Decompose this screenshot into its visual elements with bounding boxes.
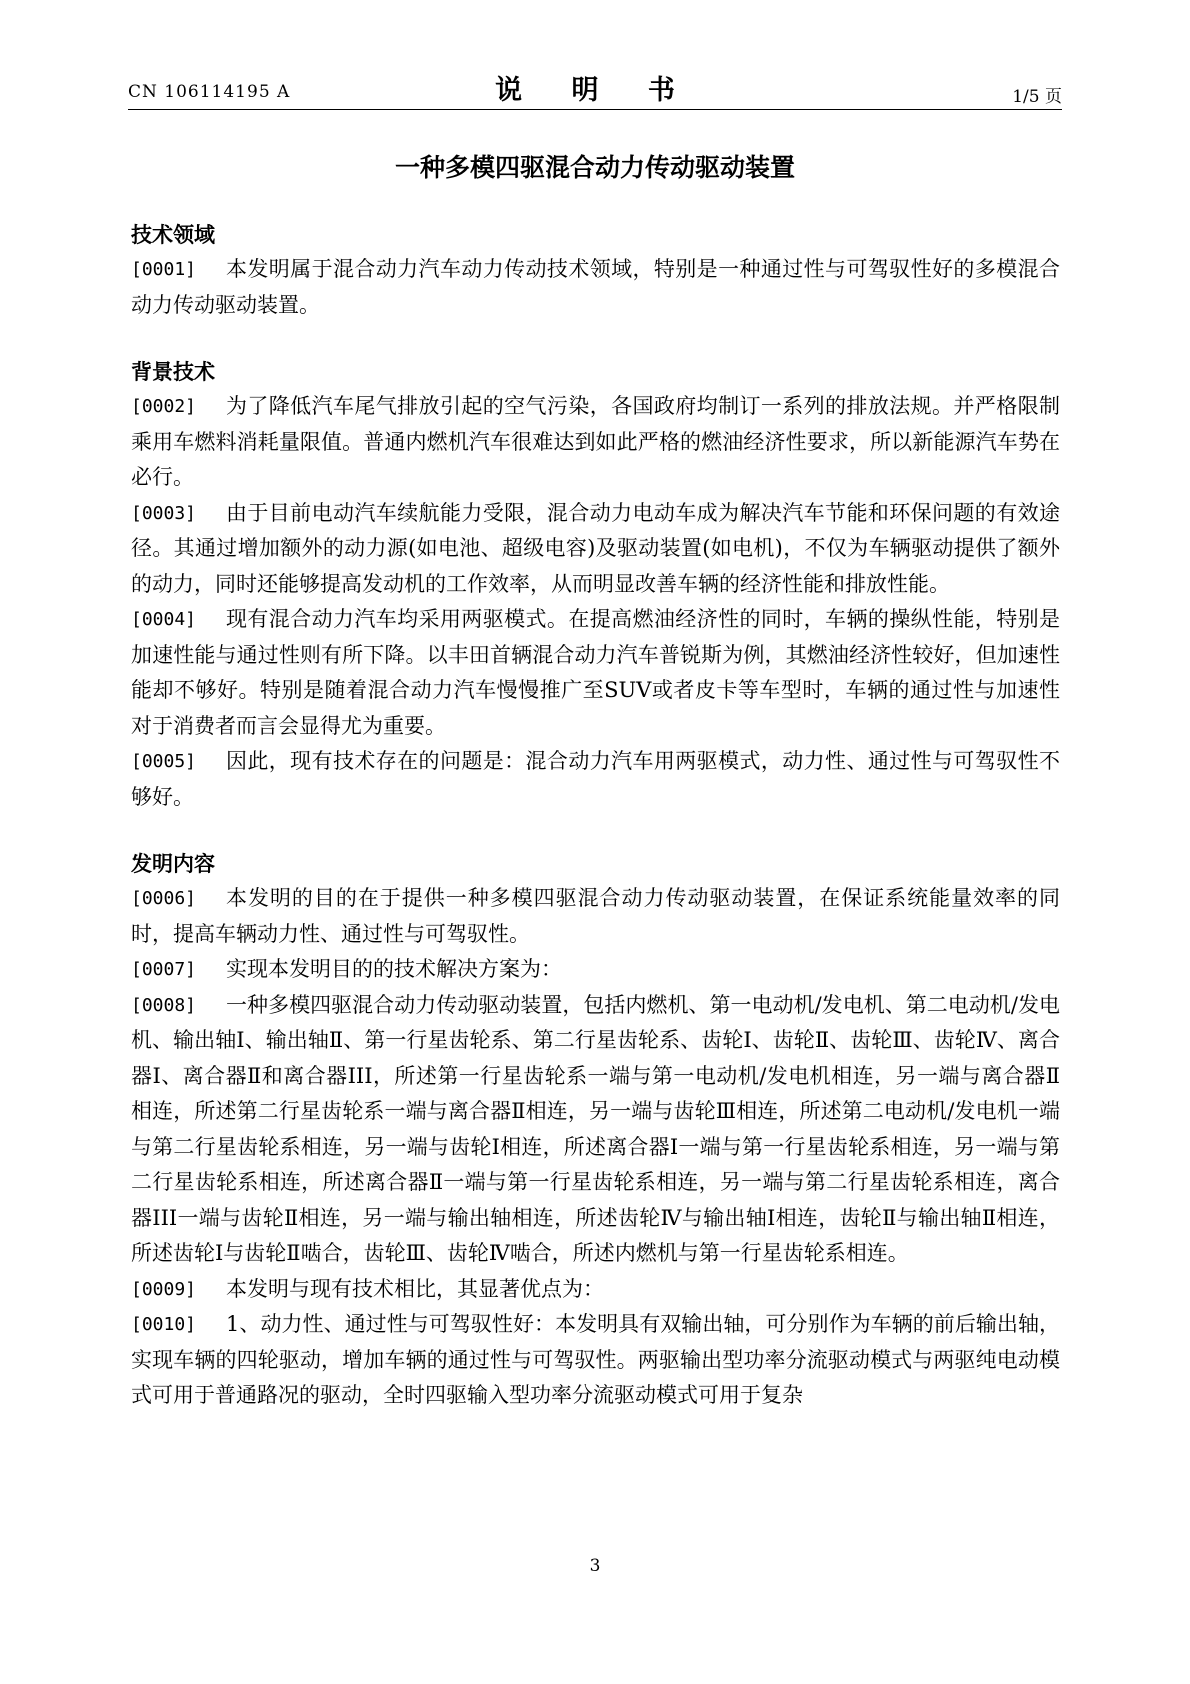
paragraph-number: [0002] — [131, 396, 197, 417]
paragraph-number: [0009] — [131, 1278, 197, 1300]
page-number: 3 — [589, 1556, 601, 1576]
paragraph-number: [0004] — [131, 609, 197, 630]
paragraph-number: [0010] — [131, 1314, 197, 1335]
paragraph-0004 — [131, 602, 1060, 744]
paragraph-text: 本发明的目的在于提供一种多模四驱混合动力传动驱动装置，在保证系统能量效率的同时，提高车辆动力性、通过性与可驾驭性。 — [131, 886, 1060, 946]
paragraph-number: [0008] — [131, 994, 197, 1016]
section-gap — [131, 815, 1060, 847]
document-body — [131, 218, 1060, 1414]
page-header — [128, 66, 1062, 110]
paragraph-0006 — [131, 881, 1060, 952]
doc-number: CN 106114195 A — [128, 82, 291, 102]
paragraph-number: [0006] — [131, 888, 197, 909]
page-indicator: 1/5 页 — [1012, 87, 1062, 107]
paragraph-0007 — [131, 952, 1060, 988]
section-heading-field: 技术领域 — [131, 223, 215, 247]
paragraph-text: 一种多模四驱混合动力传动驱动装置，包括内燃机、第一电动机/发电机、第二电动机/发电机、输出轴Ⅰ、输出轴Ⅱ、第一行星齿轮系、第二行星齿轮系、齿轮Ⅰ、齿轮Ⅱ、齿轮Ⅲ、齿轮Ⅳ、离合器Ⅰ、离合器Ⅱ和离合器III，所述第一行星齿轮系一端与第一电动机/发电机相连，另一端与离合器Ⅱ相连，所述第二行星齿轮系一端与离合器Ⅱ相连，另一端与齿轮Ⅲ相连，所述第二电动机/发电机一端与第二行星齿轮系相连，另一端与齿轮Ⅰ相连，所述离合器Ⅰ一端与第一行星齿轮系相连，另一端与第二行星齿轮系相连，所述离合器Ⅱ一端与第一行星齿轮系相连，另一端与第二行星齿轮系相连，离合器III一端与齿轮Ⅱ相连，另一端与输出轴相连，所述齿轮Ⅳ与输出轴Ⅰ相连，齿轮Ⅱ与输出轴Ⅱ相连，所述齿轮Ⅰ与齿轮Ⅱ啮合，齿轮Ⅲ、齿轮Ⅳ啮合，所述内燃机与第一行星齿轮系相连。 — [131, 992, 1060, 1265]
paragraph-number: [0005] — [131, 751, 197, 772]
section-heading-background: 背景技术 — [131, 360, 215, 384]
paragraph-0002 — [131, 389, 1060, 496]
paragraph-text: 本发明属于混合动力汽车动力传动技术领域，特别是一种通过性与可驾驭性好的多模混合动力传动驱动装置。 — [131, 257, 1060, 317]
paragraph-0001 — [131, 252, 1060, 323]
paragraph-text: 为了降低汽车尾气排放引起的空气污染，各国政府均制订一系列的排放法规。并严格限制乘用车燃料消耗量限值。普通内燃机汽车很难达到如此严格的燃油经济性要求，所以新能源汽车势在必行。 — [131, 394, 1060, 489]
paragraph-text: 实现本发明目的的技术解决方案为： — [226, 957, 562, 981]
paragraph-number: [0007] — [131, 959, 197, 980]
paragraph-0009 — [131, 1272, 1060, 1308]
section-gap — [131, 323, 1060, 355]
paragraph-text: 现有混合动力汽车均采用两驱模式。在提高燃油经济性的同时，车辆的操纵性能，特别是加速性能与通过性则有所下降。以丰田首辆混合动力汽车普锐斯为例，其燃油经济性较好，但加速性能却不够好。特别是随着混合动力汽车慢慢推广至SUV或者皮卡等车型时，车辆的通过性与加速性对于消费者而言会显得尤为重要。 — [131, 607, 1060, 738]
paragraph-text: 本发明与现有技术相比，其显著优点为： — [226, 1276, 604, 1301]
paragraph-0003 — [131, 496, 1060, 603]
paragraph-number: [0003] — [131, 502, 197, 524]
paragraph-0005 — [131, 744, 1060, 815]
section-title: 说 明 书 — [495, 75, 695, 106]
document-title: 一种多模四驱混合动力传动驱动装置 — [394, 153, 795, 182]
paragraph-text: 由于目前电动汽车续航能力受限，混合动力电动车成为解决汽车节能和环保问题的有效途径。其通过增加额外的动力源(如电池、超级电容)及驱动装置(如电机)，不仅为车辆驱动提供了额外的动力，同时还能够提高发动机的工作效率，从而明显改善车辆的经济性能和排放性能。 — [131, 500, 1060, 596]
paragraph-0010 — [131, 1307, 1060, 1414]
paragraph-text: 1、动力性、通过性与可驾驭性好：本发明具有双输出轴，可分别作为车辆的前后输出轴，实现车辆的四轮驱动，增加车辆的通过性与可驾驭性。两驱输出型功率分流驱动模式与两驱纯电动模式可用于普通路况的驱动，全时四驱输入型功率分流驱动模式可用于复杂 — [131, 1312, 1060, 1407]
header-rule — [128, 109, 1062, 110]
section-heading-summary: 发明内容 — [131, 852, 215, 876]
paragraph-text: 因此，现有技术存在的问题是：混合动力汽车用两驱模式，动力性、通过性与可驾驭性不够好。 — [131, 749, 1060, 809]
paragraph-number: [0001] — [131, 259, 197, 280]
paragraph-0008 — [131, 988, 1060, 1272]
